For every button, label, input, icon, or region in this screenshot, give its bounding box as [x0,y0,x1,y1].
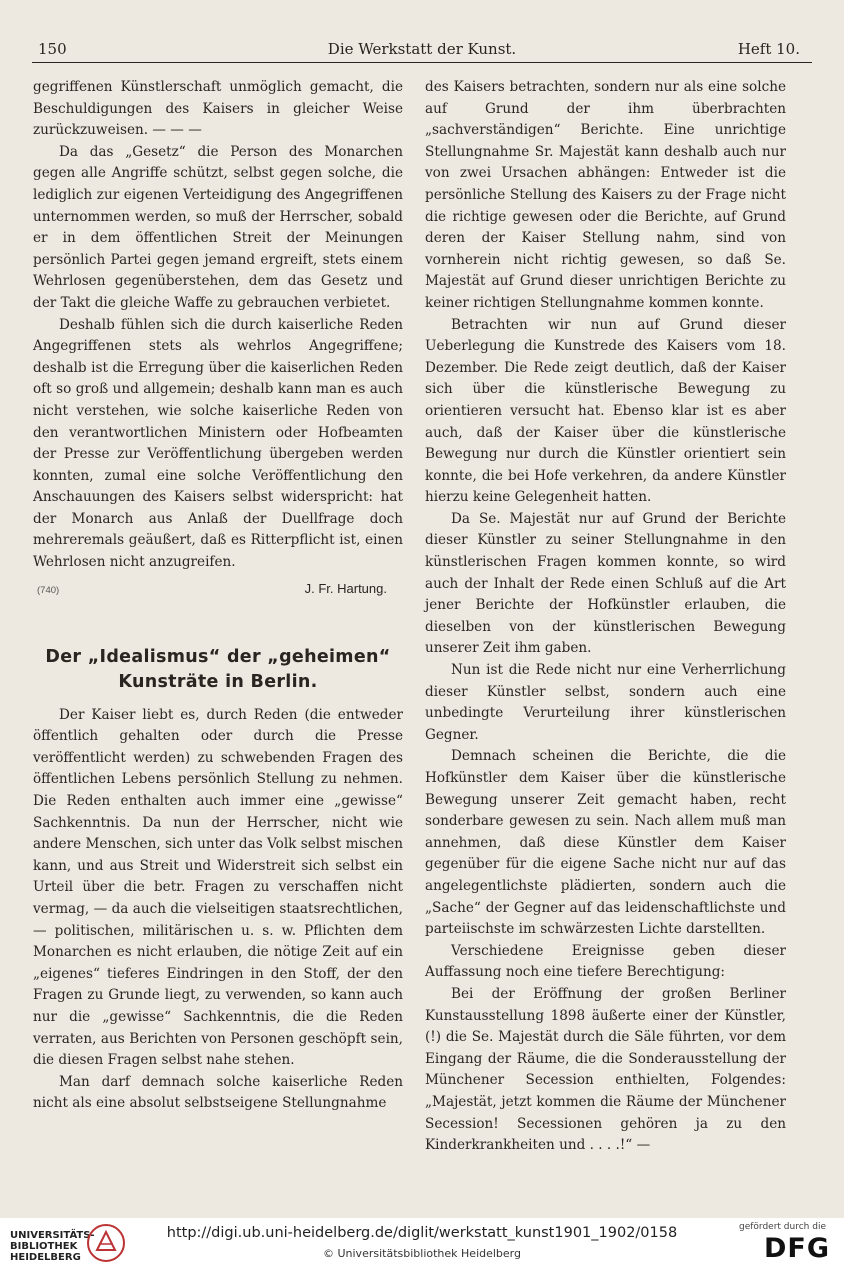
library-name-line: HEIDELBERG [10,1252,81,1263]
page-number: 150 [38,40,67,58]
paragraph: Da das „Gesetz“ die Person des Monarchen gegen alle Angriffe schützt, selbst gegen solche, die lediglich zur eigenen Verteidigung des Angegriffenen unternommen werden, so muß der Herrscher, sobald er in dem öffentlichen Streit der Meinungen persönlich Partei gegen jemand ergreift, stets einem Wehrlosen gegenüberstehen, dem das Gesetz und der Takt die gleiche Waffe zu gebrauchen verbietet. [33,143,403,311]
paragraph: Nun ist die Rede nicht nur eine Verherrlichung dieser Künstler selbst, sondern auch eine unbedingte Verurteilung ihrer künstlerischen Gegner. [425,662,786,743]
left-column [33,77,403,1115]
source-url-link[interactable]: http://digi.ub.uni-heidelberg.de/diglit/werkstatt_kunst1901_1902/0158 [166,1225,678,1241]
copyright-notice: © Universitätsbibliothek Heidelberg [322,1247,521,1260]
paragraph: Man darf demnach solche kaiserliche Reden nicht als eine absolut selbstseigene Stellungnahme [33,1073,403,1112]
article-title-line: Kunsträte in Berlin. [118,671,318,692]
funding-note: gefördert durch die [739,1222,826,1232]
paragraph: Betrachten wir nun auf Grund dieser Ueberlegung die Kunstrede des Kaisers vom 18. Dezember. Die Rede zeigt deutlich, daß der Kaiser sich über die künstlerische Bewegung zu orientieren versucht hat. Ebenso klar ist es aber auch, daß der Kaiser über die künstlerische Bewegung nur durch die Künstler orientiert sein konnte, die bei Hofe verkehren, da andere Künstler hierzu keine Gelegenheit hatten. [425,316,786,506]
article-title-line: Der „Idealismus“ der „geheimen“ [45,646,391,667]
journal-title: Die Werkstatt der Kunst. [327,40,517,58]
paragraph: Bei der Eröffnung der großen Berliner Kunstausstellung 1898 äußerte einer der Künstler, (!) die Se. Majestät durch die Säle führten, vor dem Eingang der Räume, die die Sonderausstellung der Münchener Secession enthielten, Folgendes: „Majestät, jetzt kommen die Räume der Münchener Secession! Secessionen gehören ja zu den Kinderkrankheiten und . . . .!“ — [425,985,786,1154]
paragraph: gegriffenen Künstlerschaft unmöglich gemacht, die Beschuldigungen des Kaisers in gleicher Weise zurückzuweisen. — — — [33,79,403,139]
paragraph: Demnach scheinen die Berichte, die die Hofkünstler dem Kaiser über die künstlerische Bewegung unserer Zeit gemacht haben, recht sonderbare gewesen zu sein. Nach allem muß man annehmen, daß diese Künstler dem Kaiser gegenüber für die eigene Sache nicht nur auf das angelegentlichste plädierten, sondern auch die „Sache“ der Gegner auf das leidenschaftlichste und parteiischste im schwärzesten Lichte darstellten. [425,748,786,938]
library-name-line: UNIVERSITÄTS- [10,1230,95,1241]
paragraph: Verschiedene Ereignisse geben dieser Auffassung noch eine tiefere Berechtigung: [425,942,786,981]
digitization-footer [0,1218,844,1268]
right-column [425,77,786,1157]
dfg-logo: DFG [763,1233,830,1264]
article-number: (740) [37,584,60,596]
paragraph: des Kaisers betrachten, sondern nur als eine solche auf Grund der ihm überbrachten „sachverständigen“ Berichte. Eine unrichtige Stellungnahme Sr. Majestät kann deshalb auch nur von zwei Ursachen abhängen: Entweder ist die persönliche Stellung des Kaisers zu der Frage nicht die richtige gewesen oder die Berichte, auf Grund deren der Kaiser Stellung nahm, sind von vornherein nicht richtig gewesen, so daß Se. Majestät auf Grund dieser unrichtigen Berichte zu keiner richtigen Stellungnahme kommen konnte. [425,79,786,311]
paragraph: Der Kaiser liebt es, durch Reden (die entweder öffentlich gehalten oder durch die Presse veröffentlicht werden) zu schwebenden Fragen des öffentlichen Lebens persönlich Stellung zu nehmen. Die Reden enthalten auch immer eine „gewisse“ Sachkenntnis. Da nun der Herrscher, nicht wie andere Menschen, sich unter das Volk selbst mischen kann, und aus Streit und Widerstreit sich selbst ein Urteil über die betr. Fragen zu verschaffen nicht vermag, — da auch die vielseitigen staatsrechtlichen, — politischen, militärischen u. s. w. Pflichten dem Monarchen es nicht erlauben, die nötige Zeit auf ein „eigenes“ tieferes Eindringen in den Stoff, der den Fragen zu Grunde liegt, zu verwenden, so kann auch nur die „gewisse“ Sachkenntnis, die die Reden verraten, aus Berichten von Personen geschöpft sein, die diesen Fragen selbst nahe stehen. [33,706,403,1069]
paragraph: Da Se. Majestät nur auf Grund der Berichte dieser Künstler zu seiner Stellungnahme in den künstlerischen Fragen kommen konnte, so wird auch der Inhalt der Rede einen Schluß auf die Art jener Berichte der Hofkünstler erlauben, die dieselben von der künstlerischen Bewegung unserer Zeit ihm gaben. [425,510,786,657]
running-head [32,38,812,63]
author-signature [33,576,403,602]
library-name-line: BIBLIOTHEK [10,1241,78,1252]
article-title [33,645,403,695]
author-name: J. Fr. Hartung. [304,580,387,596]
issue-number: Heft 10. [737,40,800,58]
paragraph: Deshalb fühlen sich die durch kaiserliche Reden Angegriffenen stets als wehrlos Angegriffene; deshalb ist die Erregung über die kaiserlichen Reden oft so groß und allgemein; deshalb kann man es auch nicht verstehen, wie solche kaiserliche Reden von den verantwortlichen Ministern oder Hofbeamten der Presse zur Veröffentlichung übergeben werden konnten, zumal eine solche Veröffentlichung den Anschauungen des Kaisers selbst widerspricht: hat der Monarch aus Anlaß der Duellfrage doch mehreremals geäußert, daß es Ritterpflicht ist, einen Wehrlosen nicht anzugreifen. [33,316,403,571]
